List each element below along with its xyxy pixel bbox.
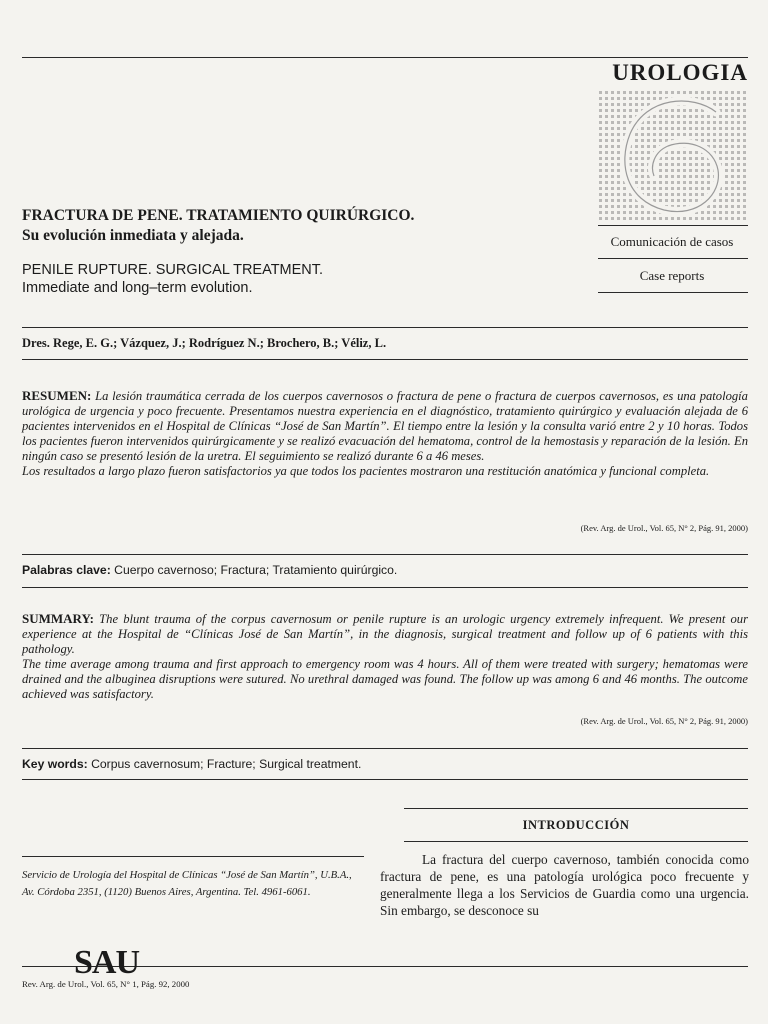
- affiliation-rule: [22, 856, 364, 857]
- title-en-line2: Immediate and long–term evolution.: [22, 280, 253, 296]
- key-words-text: Corpus cavernosum; Fracture; Surgical treatment.: [91, 757, 362, 771]
- keywords-en-rule-top: [22, 748, 748, 749]
- authors-line: Dres. Rege, E. G.; Vázquez, J.; Rodríguez N.; Brochero, B.; Véliz, L.: [22, 336, 387, 350]
- footer-citation: Rev. Arg. de Urol., Vol. 65, N° 1, Pág. 92, 2000: [22, 979, 190, 989]
- resumen-text: La lesión traumática cerrada de los cuerpos cavernosos o fractura de pene o fractura de cuerpos cavernosos, es una patología urológica de urgencia y poco frecuente. Presentamos nuestra experiencia en el diagnóstico, tratamiento quirúrgico y evaluación alejada de 6 pacientes intervenidos en el Hospital de Clínicas “José de San Martín”. El tiempo entre la lesión y la consulta varió entre 2 y 10 horas. Todos los pacientes fueron intervenidos quirúrgicamente y se realizó evacuación del hematoma, control de la hemostasis y reparación de la lesión. En ningún caso se presentó lesión de la uretra. El seguimiento se realizó durante 6 a 46 meses.: [22, 389, 748, 463]
- authors-rule-bottom: [22, 359, 748, 360]
- keywords-es-rule-top: [22, 554, 748, 555]
- introduction-text: La fractura del cuerpo cavernoso, también conocida como fractura de pene, es una patología urológica poco frecuente y generalmente llega a los Servicios de Guardia como una urgencia. Sin embargo, se desconoce su: [380, 852, 749, 918]
- summary-citation: (Rev. Arg. de Urol., Vol. 65, N° 2, Pág. 91, 2000): [580, 716, 748, 726]
- section-label-en: Case reports: [639, 268, 705, 283]
- key-words: [22, 757, 742, 771]
- title-en-line1: PENILE RUPTURE. SURGICAL TREATMENT.: [22, 262, 324, 278]
- journal-emblem-icon: [598, 90, 746, 222]
- palabras-clave-label: Palabras clave:: [22, 563, 111, 577]
- section-rule-1: [598, 225, 748, 226]
- journal-name: UROLOGIA: [612, 60, 748, 85]
- affiliation-note: Servicio de Urología del Hospital de Clínicas “José de San Martín”, U.B.A., Av. Córdoba 2351, (1120) Buenos Aires, Argentina. Tel. 4961-6061.: [22, 869, 352, 898]
- top-rule: [22, 57, 748, 58]
- intro-rule-top: [404, 808, 748, 809]
- title-es-line2: Su evolución inmediata y alejada.: [22, 227, 244, 244]
- resumen-label: RESUMEN:: [22, 388, 92, 403]
- sau-logo: SAU: [74, 944, 140, 981]
- resumen-text-2: Los resultados a largo plazo fueron satisfactorios ya que todos los pacientes mostraron una restitución anatómica y funcional completa.: [22, 464, 710, 478]
- title-es-line1: FRACTURA DE PENE. TRATAMIENTO QUIRÚRGICO.: [22, 207, 415, 224]
- summary-label: SUMMARY:: [22, 611, 95, 626]
- introduction-heading: INTRODUCCIÓN: [522, 818, 630, 832]
- resumen-block: [22, 388, 748, 479]
- keywords-es-rule-bottom: [22, 587, 748, 588]
- summary-text: The blunt trauma of the corpus cavernosum or penile rupture is an urologic urgency extremely infrequent. We present our experience at the Hospital de “Clínicas José de San Martín”, in the diagnosis, surgical treatment and follow up of 6 patients with this pathology.: [22, 612, 748, 656]
- section-rule-2: [598, 258, 748, 259]
- intro-rule-bottom: [404, 841, 748, 842]
- palabras-clave-text: Cuerpo cavernoso; Fractura; Tratamiento quirúrgico.: [114, 563, 398, 577]
- summary-block: [22, 611, 748, 702]
- section-rule-3: [598, 292, 748, 293]
- resumen-citation: (Rev. Arg. de Urol., Vol. 65, N° 2, Pág. 91, 2000): [580, 523, 748, 533]
- authors-rule-top: [22, 327, 748, 328]
- palabras-clave: [22, 563, 742, 577]
- title-spanish: [22, 206, 582, 246]
- title-english: [22, 261, 582, 297]
- key-words-label: Key words:: [22, 757, 88, 771]
- summary-text-2: The time average among trauma and first approach to emergency room was 4 hours. All of them were treated with surgery; hematomas were drained and the albuginea disruptions were sutured. No urethral damaged was found. The follow up was among 6 and 46 months. The outcome achieved was satisfactory.: [22, 657, 748, 701]
- section-label-es: Comunicación de casos: [610, 234, 734, 249]
- keywords-en-rule-bottom: [22, 779, 748, 780]
